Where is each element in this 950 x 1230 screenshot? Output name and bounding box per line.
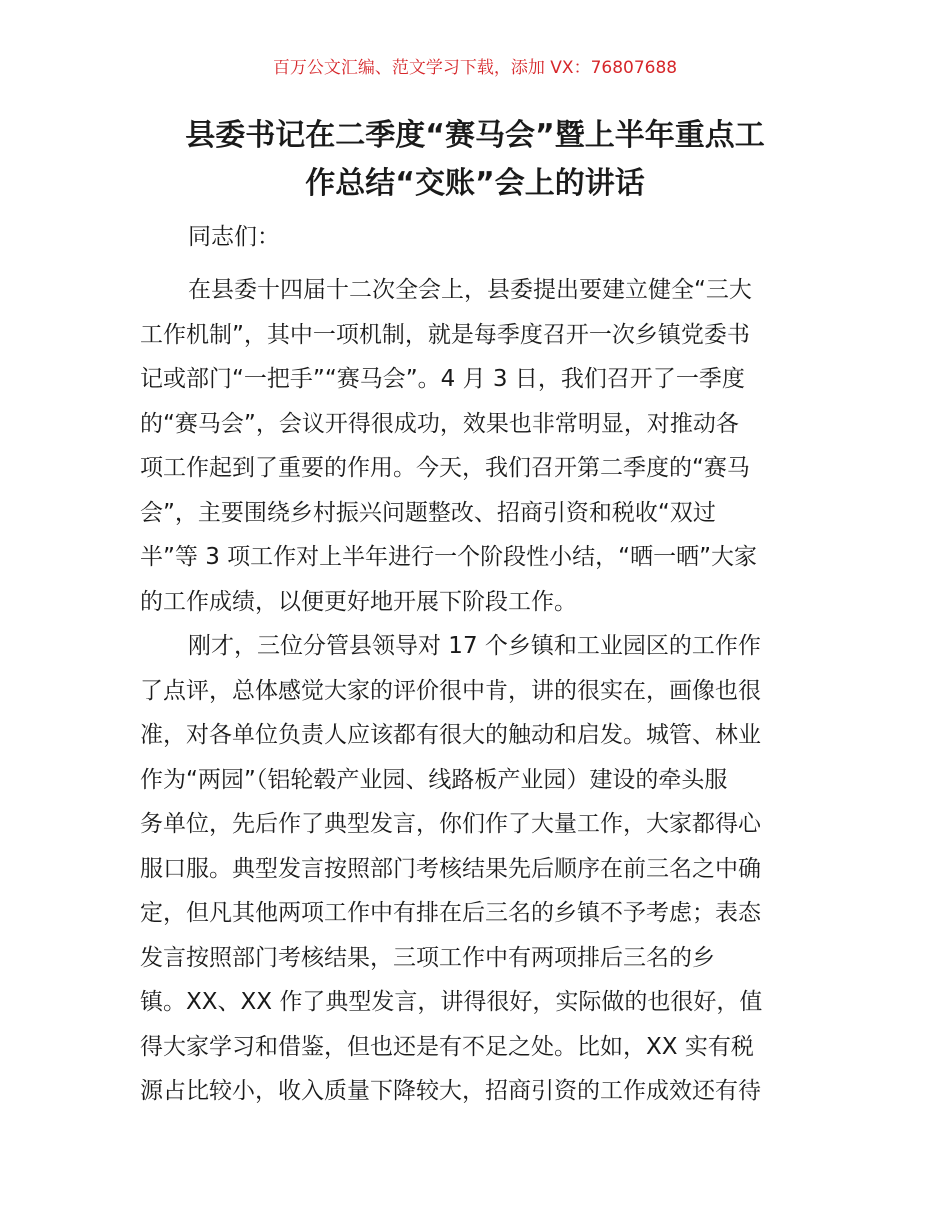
paragraph-line: 在县委十四届十二次全会上，县委提出要建立健全“三大 <box>188 277 752 303</box>
paragraph-line: 服口服。典型发言按照部门考核结果先后顺序在前三名之中确 <box>140 855 761 882</box>
paragraph-line: 准，对各单位负责人应该都有很大的触动和启发。城管、林业 <box>140 722 761 748</box>
paragraph-line: 作为“两园”（铝轮毂产业园、线路板产业园）建设的牵头服 <box>140 766 728 793</box>
paragraph-2 <box>140 624 812 1114</box>
title-line-2: 作总结“交账”会上的讲话 <box>305 166 645 201</box>
paragraph-line: 工作机制”，其中一项机制，就是每季度召开一次乡镇党委书 <box>140 321 750 348</box>
paragraph-line: 发言按照部门考核结果，三项工作中有两项排后三名的乡 <box>140 944 715 971</box>
paragraph-line: 了点评，总体感觉大家的评价很中肯，讲的很实在，画像也很 <box>140 677 761 704</box>
paragraph-line: 半”等 3 项工作对上半年进行一个阶段性小结，“晒一晒”大家 <box>140 544 758 570</box>
paragraph-line: 的工作成绩，以便更好地开展下阶段工作。 <box>140 588 577 615</box>
paragraph-line: 镇。XX、XX 作了典型发言，讲得很好，实际做的也很好，值 <box>140 989 763 1015</box>
document-title <box>110 112 840 208</box>
paragraph-line: 得大家学习和借鉴，但也还是有不足之处。比如，XX 实有税 <box>140 1033 754 1060</box>
paragraph-line: 定，但凡其他两项工作中有排在后三名的乡镇不予考虑；表态 <box>140 900 761 926</box>
paragraph-1 <box>140 268 812 624</box>
paragraph-line: 源占比较小，收入质量下降较大，招商引资的工作成效还有待 <box>140 1078 761 1104</box>
paragraph-line: 记或部门“一把手”“赛马会”。4 月 3 日，我们召开了一季度 <box>140 366 745 392</box>
paragraph-line: 刚才，三位分管县领导对 17 个乡镇和工业园区的工作作 <box>188 633 761 659</box>
title-line-1: 县委书记在二季度“赛马会”暨上半年重点工 <box>185 118 765 153</box>
paragraph-line: 项工作起到了重要的作用。今天，我们召开第二季度的“赛马 <box>140 455 750 481</box>
salutation: 同志们： <box>188 224 280 250</box>
paragraph-line: 的“赛马会”，会议开得很成功，效果也非常明显，对推动各 <box>140 410 739 437</box>
paragraph-line: 会”，主要围绕乡村振兴问题整改、招商引资和税收“双过 <box>140 499 716 526</box>
paragraph-line: 务单位，先后作了典型发言，你们作了大量工作，大家都得心 <box>140 811 761 837</box>
header-banner: 百万公文汇编、范文学习下载，添加 VX：76807688 <box>272 58 678 78</box>
